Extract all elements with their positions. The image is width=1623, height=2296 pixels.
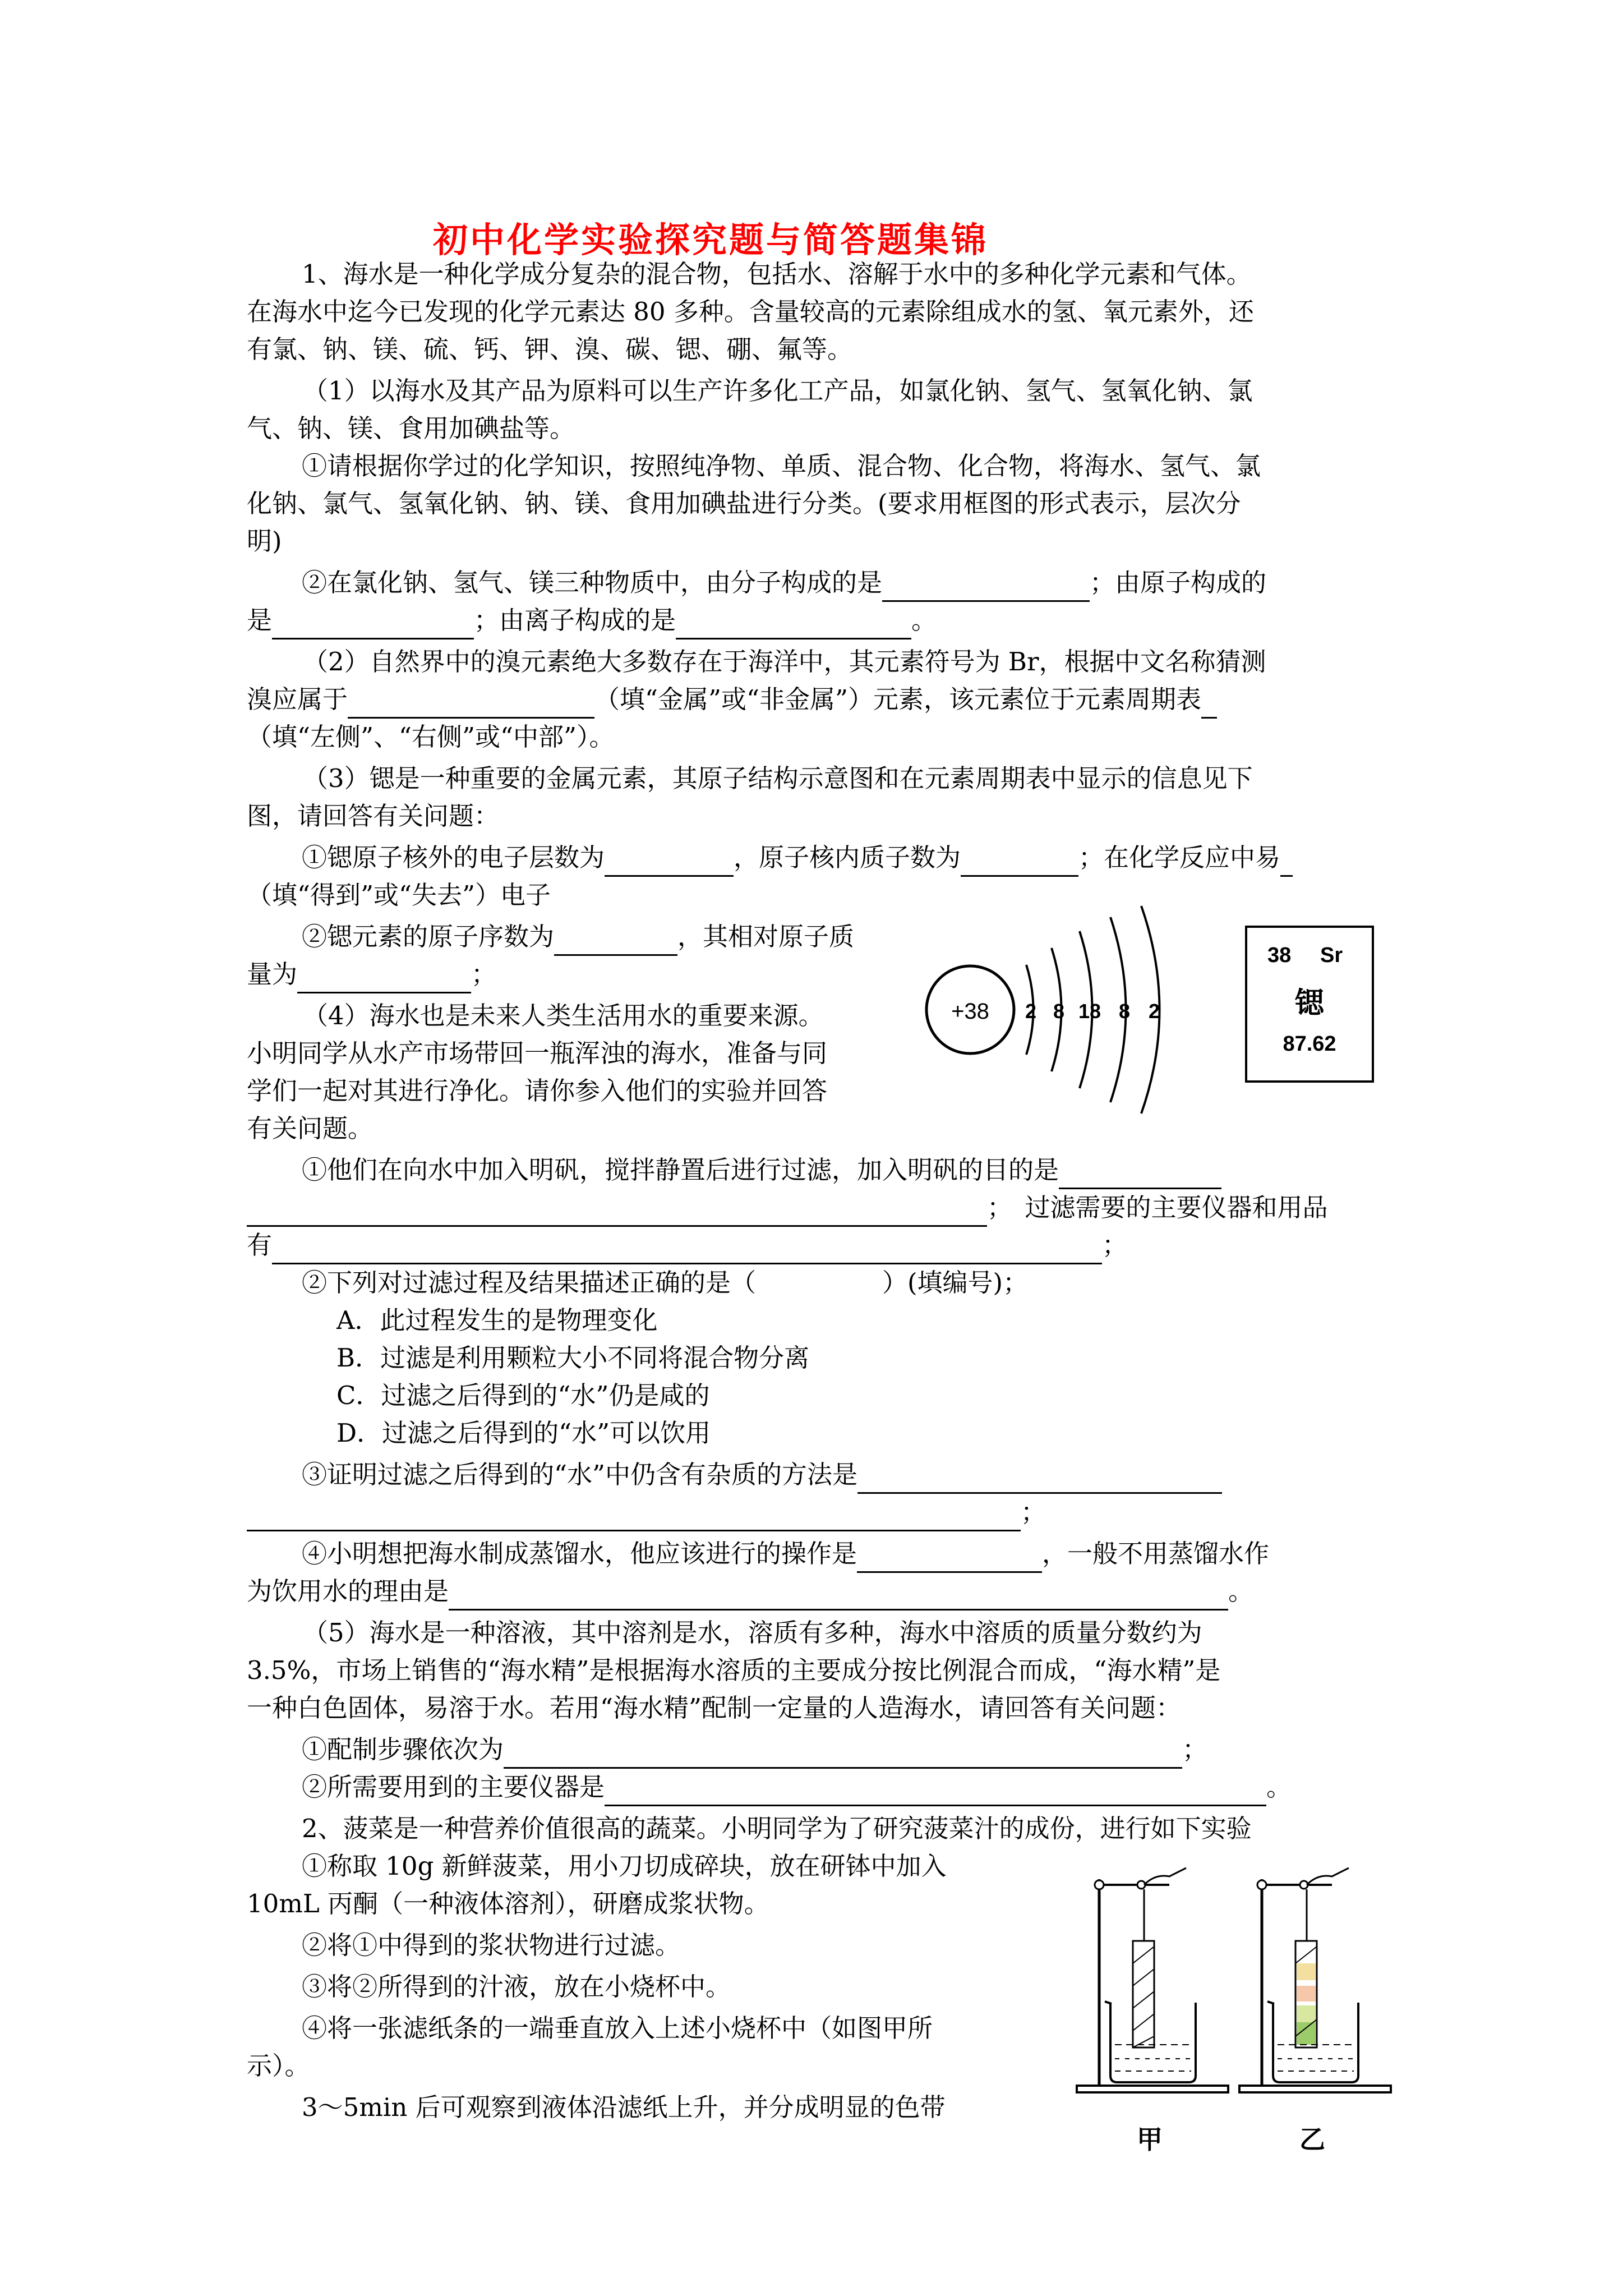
question-text: ④小明想把海水制成蒸馏水，他应该进行的操作是 (302, 1539, 857, 1568)
nucleus-charge: +38 (951, 999, 989, 1024)
text-line: （5）海水是一种溶液，其中溶剂是水，溶质有多种，海水中溶质的质量分数约为 (303, 1618, 1202, 1648)
page-title: 初中化学实验探究题与简答题集锦 (432, 219, 988, 260)
question-text: 为饮用水的理由是 (247, 1576, 449, 1606)
text-line: 有氯、钠、镁、硫、钙、钾、溴、碳、锶、硼、氟等。 (247, 334, 853, 364)
option-a: A．此过程发生的是物理变化 (336, 1305, 658, 1335)
question-text: ；由离子构成的是 (474, 605, 676, 635)
element-name: 锶 (1294, 986, 1324, 1020)
chromatography-apparatus-figure (1071, 1851, 1396, 2165)
option-b: B．过滤是利用颗粒大小不同将混合物分离 (336, 1343, 810, 1373)
question-text: 。 (1266, 1772, 1292, 1802)
text-line (247, 955, 496, 993)
text-line (302, 839, 1293, 877)
question-text: ①配制步骤依次为 (302, 1734, 504, 1764)
question-text: （填“金属”或“非金属”）元素，该元素位于元素周期表 (594, 684, 1202, 714)
text-line: ③将②所得到的汁液，放在小烧杯中。 (302, 1972, 731, 2001)
element-card (1245, 926, 1374, 1083)
text-line (302, 1731, 1207, 1769)
text-line: （填“得到”或“失去”）电子 (247, 880, 551, 910)
question-text: ，一般不用蒸馏水作 (1042, 1539, 1270, 1568)
element-symbol: Sr (1320, 944, 1343, 967)
text-line (247, 680, 1217, 719)
answer-blank[interactable] (857, 1544, 1042, 1573)
question-text: ； (1182, 1734, 1208, 1764)
question-text: 。 (1228, 1576, 1254, 1606)
figure-label-yi: 乙 (1299, 2124, 1325, 2155)
text-line (247, 1493, 1046, 1531)
question-text: ，原子核内质子数为 (734, 843, 961, 872)
text-line: 有关问题。 (247, 1114, 374, 1143)
atom-structure-diagram (920, 898, 1234, 1122)
answer-blank[interactable] (272, 611, 474, 639)
text-line: 3～5min 后可观察到液体沿滤纸上升，并分成明显的色带 (302, 2092, 946, 2122)
question-text: 有 (247, 1230, 273, 1260)
text-line: 图，请回答有关问题： (247, 801, 500, 831)
question-text: ②锶元素的原子序数为 (302, 922, 555, 951)
shell-electrons-2: 8 (1053, 1000, 1065, 1023)
text-line: （2）自然界中的溴元素绝大多数存在于海洋中，其元素符号为 Br，根据中文名称猜测 (303, 647, 1266, 677)
answer-blank[interactable] (605, 848, 734, 877)
shell-electrons-3: 18 (1078, 1000, 1101, 1023)
text-line: 2、菠菜是一种营养价值很高的蔬菜。小明同学为了研究菠菜汁的成份，进行如下实验 (302, 1814, 1252, 1843)
text-line: 3.5%，市场上销售的“海水精”是根据海水溶质的主要成分按比例混合而成，“海水精”是 (247, 1655, 1221, 1685)
text-line: 在海水中迄今已发现的化学元素达 80 多种。含量较高的元素除组成水的氢、氧元素外，还 (247, 297, 1254, 326)
question-text: ； (1021, 1497, 1046, 1527)
question-text: ； 过滤需要的主要仪器和用品 (987, 1193, 1328, 1222)
answer-blank[interactable] (1201, 690, 1217, 719)
text-line (247, 1226, 1127, 1264)
answer-blank[interactable] (297, 965, 471, 993)
answer-blank[interactable] (605, 1778, 1266, 1806)
text-line (302, 564, 1266, 602)
answer-blank[interactable] (882, 573, 1090, 602)
text-line (302, 1535, 1269, 1573)
text-line: ①称取 10g 新鲜菠菜，用小刀切成碎块，放在研钵中加入 (302, 1851, 947, 1881)
shell-electrons-1: 2 (1025, 1000, 1037, 1023)
text-line: ④将一张滤纸条的一端垂直放入上述小烧杯中（如图甲所 (302, 2013, 933, 2043)
answer-blank[interactable] (554, 927, 677, 956)
question-text: ； (1102, 1230, 1128, 1260)
text-line: 示）。 (247, 2051, 310, 2081)
question-text: ，其相对原子质 (677, 922, 855, 951)
answer-blank[interactable] (676, 611, 911, 639)
question-text: 是 (247, 605, 273, 635)
text-line (302, 918, 854, 956)
text-line: 气、钠、镁、食用加碘盐等。 (247, 413, 575, 443)
apparatus-jia (1077, 1868, 1228, 2092)
text-line: 学们一起对其进行净化。请你参入他们的实验并回答 (247, 1076, 828, 1106)
text-line: （4）海水也是未来人类生活用水的重要来源。 (303, 1001, 824, 1030)
question-text: 溴应属于 (247, 684, 348, 714)
question-text: ②在氯化钠、氢气、镁三种物质中，由分子构成的是 (302, 568, 883, 597)
answer-blank[interactable] (1059, 1161, 1221, 1189)
answer-blank[interactable] (857, 1465, 1222, 1494)
text-line: ②下列对过滤过程及结果描述正确的是（ ）(填编号)； (302, 1268, 1029, 1297)
question-text: ；在化学反应中易 (1078, 843, 1281, 872)
atomic-mass: 87.62 (1283, 1032, 1336, 1056)
shell-electrons-4: 8 (1118, 1000, 1131, 1023)
text-line: （1）以海水及其产品为原料可以生产许多化工产品，如氯化钠、氢气、氢氧化钠、氯 (303, 376, 1253, 406)
answer-blank[interactable] (449, 1582, 1228, 1611)
text-line: ①请根据你学过的化学知识，按照纯净物、单质、混合物、化合物，将海水、氢气、氯 (302, 451, 1261, 481)
text-line: （3）锶是一种重要的金属元素，其原子结构示意图和在元素周期表中显示的信息见下 (303, 763, 1253, 793)
text-line: 化钠、氯气、氢氧化钠、钠、镁、食用加碘盐进行分类。(要求用框图的形式表示，层次分 (247, 489, 1241, 518)
answer-blank[interactable] (1280, 848, 1293, 877)
atomic-number: 38 (1267, 944, 1292, 967)
question-text: ； (471, 959, 497, 989)
text-line (302, 1768, 1292, 1806)
question-text: ①锶原子核外的电子层数为 (302, 843, 605, 872)
question-text: ②所需要用到的主要仪器是 (302, 1772, 605, 1802)
text-line (247, 601, 937, 639)
shell-electrons-5: 2 (1148, 1000, 1160, 1023)
question-text: ③证明过滤之后得到的“水”中仍含有杂质的方法是 (302, 1460, 858, 1489)
text-line (302, 1456, 1222, 1494)
text-line: 10mL 丙酮（一种液体溶剂），研磨成浆状物。 (247, 1889, 769, 1918)
text-line (247, 1572, 1253, 1611)
text-line: ②将①中得到的浆状物进行过滤。 (302, 1930, 681, 1960)
answer-blank[interactable] (504, 1740, 1182, 1769)
text-line (302, 1151, 1221, 1189)
apparatus-yi (1239, 1868, 1391, 2092)
answer-blank[interactable] (247, 1503, 1021, 1531)
text-line: 一种白色固体，易溶于水。若用“海水精”配制一定量的人造海水，请回答有关问题： (247, 1693, 1182, 1723)
figure-label-jia: 甲 (1137, 2124, 1163, 2155)
option-d: D．过滤之后得到的“水”可以饮用 (336, 1418, 711, 1448)
text-line: 小明同学从水产市场带回一瓶浑浊的海水，准备与同 (247, 1038, 828, 1068)
answer-blank[interactable] (247, 1198, 987, 1227)
answer-blank[interactable] (272, 1236, 1102, 1264)
question-text: ①他们在向水中加入明矾，搅拌静置后进行过滤，加入明矾的目的是 (302, 1155, 1059, 1185)
text-line: （填“左侧”、“右侧”或“中部”）。 (247, 722, 615, 752)
question-text: 量为 (247, 959, 298, 989)
question-text: ；由原子构成的 (1090, 568, 1267, 597)
text-line (247, 1189, 1328, 1227)
answer-blank[interactable] (348, 690, 594, 719)
option-c: C．过滤之后得到的“水”仍是咸的 (336, 1381, 710, 1410)
answer-blank[interactable] (961, 848, 1078, 877)
question-text: 。 (911, 605, 937, 635)
text-line: 明) (247, 526, 282, 556)
text-line: 1、海水是一种化学成分复杂的混合物，包括水、溶解于水中的多种化学元素和气体。 (302, 259, 1252, 289)
